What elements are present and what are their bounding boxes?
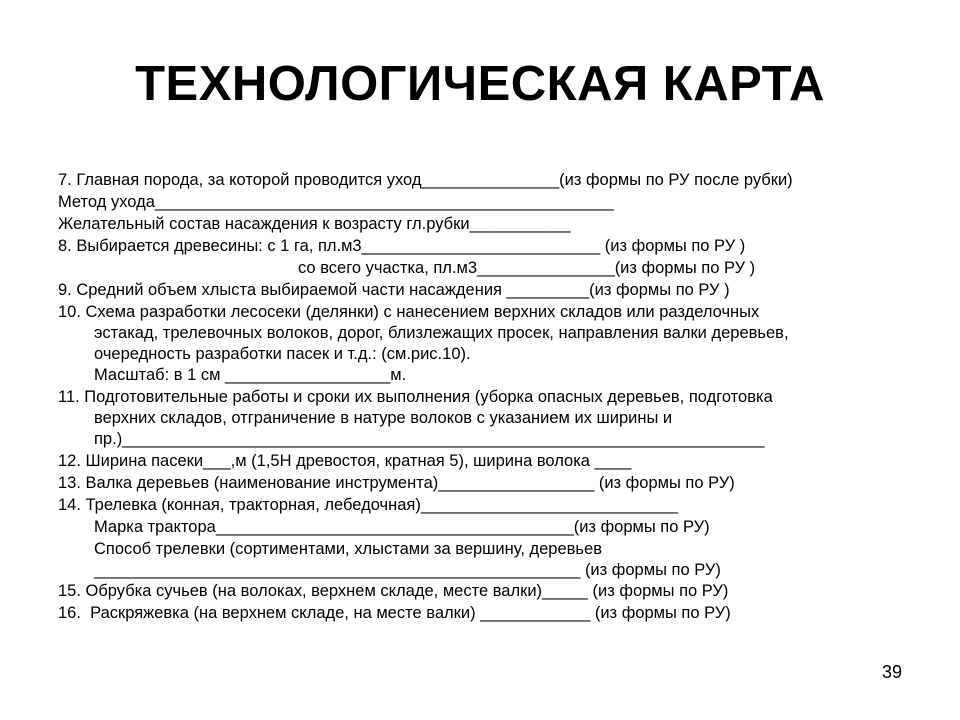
item-14-skidding-method-blank: _____________________________________________________ (из формы по РУ) xyxy=(94,561,721,579)
item-16-bucking: 16. Раскряжевка (на верхнем складе, на месте валки) ____________ (из формы по РУ) xyxy=(58,604,731,622)
item-15-delimbing: 15. Обрубка сучьев (на волоках, верхнем складе, месте валки)_____ (из формы по РУ) xyxy=(58,582,729,600)
item-14-tractor-model: Марка трактора_______________________________________(из формы по РУ) xyxy=(94,518,710,536)
item-14-skidding: 14. Трелевка (конная, тракторная, лебедочная)____________________________ xyxy=(58,496,678,514)
item-10-scheme-line-3: очередность разработки пасек и т.д.: (см.рис.10). xyxy=(94,345,471,363)
item-7-main-species: 7. Главная порода, за которой проводится уход_______________(из формы по РУ после рубки) xyxy=(58,171,793,189)
item-13-felling: 13. Валка деревьев (наименование инструмента)_________________ (из формы по РУ) xyxy=(58,474,735,492)
item-8-wood-per-ha: 8. Выбирается древесины: с 1 га, пл.м3__________________________ (из формы по РУ ) xyxy=(58,237,746,255)
item-12-strip-width: 12. Ширина пасеки___,м (1,5Н древостоя, кратная 5), ширина волока ____ xyxy=(58,452,632,470)
form-body xyxy=(58,170,938,624)
slide-title: ТЕХНОЛОГИЧЕСКАЯ КАРТА xyxy=(135,57,825,111)
item-14-skidding-method: Способ трелевки (сортиментами, хлыстами за вершину, деревьев xyxy=(94,540,602,558)
page-number: 39 xyxy=(881,662,902,682)
item-10-scale: Масштаб: в 1 см __________________м. xyxy=(94,366,407,384)
item-11-preparatory-line-3: пр.)______________________________________________________________________ xyxy=(94,430,765,448)
item-desired-composition: Желательный состав насаждения к возрасту гл.рубки___________ xyxy=(58,215,571,233)
item-9-average-stem-volume: 9. Средний объем хлыста выбираемой части насаждения _________(из формы по РУ ) xyxy=(58,281,730,299)
item-11-preparatory-line-2: верхних складов, отграничение в натуре волоков с указанием их ширины и xyxy=(94,409,673,427)
item-10-scheme-line-2: эстакад, трелевочных волоков, дорог, близлежащих просек, направления валки деревьев, xyxy=(94,324,789,342)
item-care-method: Метод ухода__________________________________________________ xyxy=(58,193,614,211)
item-10-scheme-line-1: 10. Схема разработки лесосеки (делянки) с нанесением верхних складов или разделочных xyxy=(58,303,760,321)
item-8-wood-total-area: со всего участка, пл.м3_______________(из формы по РУ ) xyxy=(298,259,756,277)
item-11-preparatory-line-1: 11. Подготовительные работы и сроки их выполнения (уборка опасных деревьев, подготовка xyxy=(58,388,773,406)
